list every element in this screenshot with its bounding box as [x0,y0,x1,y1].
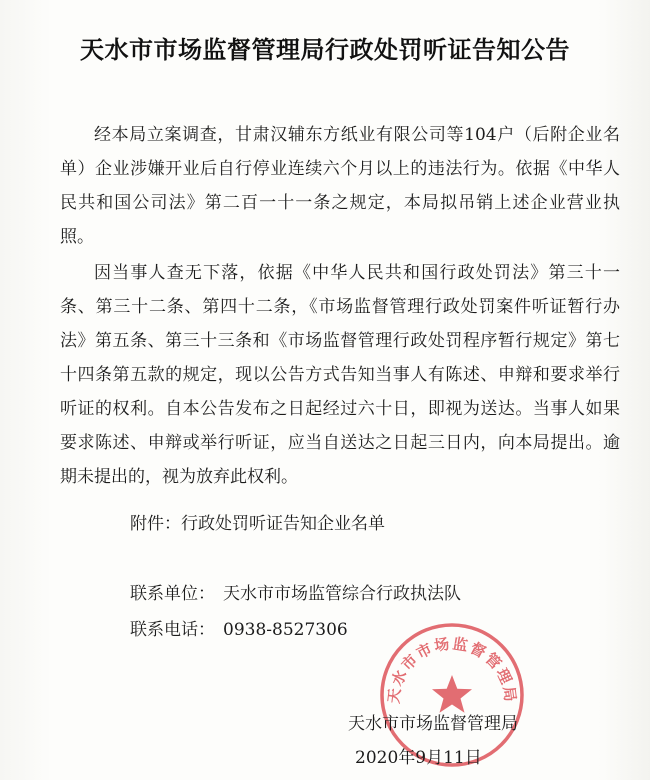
body-paragraph-2: 因当事人查无下落，依据《中华人民共和国行政处罚法》第三十一条、第三十二条、第四十二条，《市场监督管理行政处罚案件听证暂行办法》第五条、第三十三条和《市场监督管理行政处罚程序暂行规定》第七十四条第五款的规定，现以公告方式告知当事人有陈述、申辩和要求举行听证的权利。自本公告发布之日起经过六十日，即视为送达。当事人如果要求陈述、申辩或举行听证，应当自送达之日起三日内，向本局提出。逾期未提出的，视为放弃此权利。 [60,263,620,487]
contact-unit-label: 联系单位： [130,584,215,604]
contact-unit-value: 天水市市场监管综合行政执法队 [223,584,461,604]
seal-text-path: 天水市市场监督管理局 [384,634,520,705]
document-title: 天水市市场监督管理局行政处罚听证告知公告 [80,35,570,64]
contact-phone-value: 0938-8527306 [223,620,348,640]
signature-date: 2020年9月11日 [355,748,482,768]
body-paragraph-1: 经本局立案调查，甘肃汉辅东方纸业有限公司等104户（后附企业名单）企业涉嫌开业后自行停业连续六个月以上的违法行为。依据《中华人民共和国公司法》第二百一十一条之规定，本局拟吊销上述企业营业执照。 [60,125,620,247]
contact-phone-line [130,618,348,642]
contact-unit-line [130,582,461,606]
attachment-note: 附件：行政处罚听证告知企业名单 [130,514,385,534]
seal-star-icon [432,675,472,713]
contact-phone-label: 联系电话： [130,620,215,640]
signature-organization: 天水市市场监督管理局 [348,714,518,734]
